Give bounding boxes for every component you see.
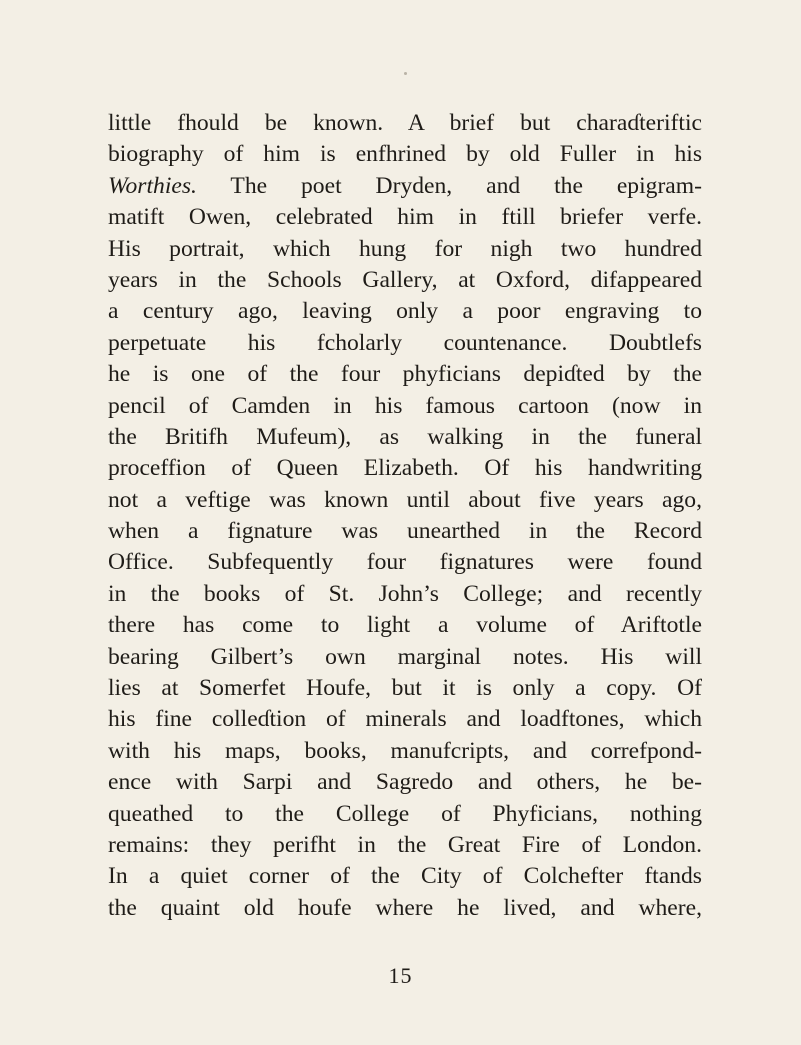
text-line: in the books of St. John’s College; and recently [108, 580, 702, 607]
text-line: bearing Gilbert’s own marginal notes. His will [108, 643, 702, 670]
text-line: the quaint old houfe where he lived, and where, [108, 894, 702, 921]
text-line: biography of him is enfhrined by old Fuller in his [108, 141, 702, 168]
text-line: matift Owen, celebrated him in ftill briefer verfe. [108, 204, 702, 231]
text-line: Office. Subfequently four fignatures were found [108, 549, 702, 576]
text-line: pencil of Camden in his famous cartoon (now in [108, 392, 702, 419]
text-line: his fine colleɗtion of minerals and loadftones, which [108, 706, 702, 733]
text-line: he is one of the four phyficians depiɗted by the [108, 361, 702, 388]
text-line: remains: they perifht in the Great Fire of London. [108, 831, 702, 858]
text-line: there has come to light a volume of Ariftotle [108, 612, 702, 639]
text-line: His portrait, which hung for nigh two hundred [108, 235, 702, 262]
text-line: not a veftige was known until about five years ago, [108, 486, 702, 513]
text-line: years in the Schools Gallery, at Oxford, difappeared [108, 266, 702, 293]
text-line-suffix: The poet Dryden, and the epigram- [196, 172, 702, 199]
paper-speck [404, 72, 407, 75]
page-number: 15 [388, 963, 413, 988]
text-line: with his maps, books, manufcripts, and correfpond- [108, 737, 702, 764]
text-line: little fhould be known. A brief but charaɗteriftic [108, 110, 702, 136]
text-line: proceffion of Queen Elizabeth. Of his handwriting [108, 455, 702, 482]
italic-title: Worthies. [108, 172, 197, 199]
text-line: In a quiet corner of the City of Colchefter ftands [108, 863, 702, 890]
text-line [108, 171, 702, 202]
body-text [108, 108, 702, 924]
text-line: perpetuate his fcholarly countenance. Doubtlefs [108, 329, 702, 356]
text-line: queathed to the College of Phyficians, nothing [108, 800, 702, 827]
text-line: lies at Somerfet Houfe, but it is only a copy. Of [108, 675, 702, 702]
text-line: the Britifh Mufeum), as walking in the funeral [108, 423, 702, 450]
text-line: a century ago, leaving only a poor engraving to [108, 298, 702, 325]
text-line: when a fignature was unearthed in the Record [108, 518, 702, 545]
text-line: ence with Sarpi and Sagredo and others, he be- [108, 769, 702, 796]
